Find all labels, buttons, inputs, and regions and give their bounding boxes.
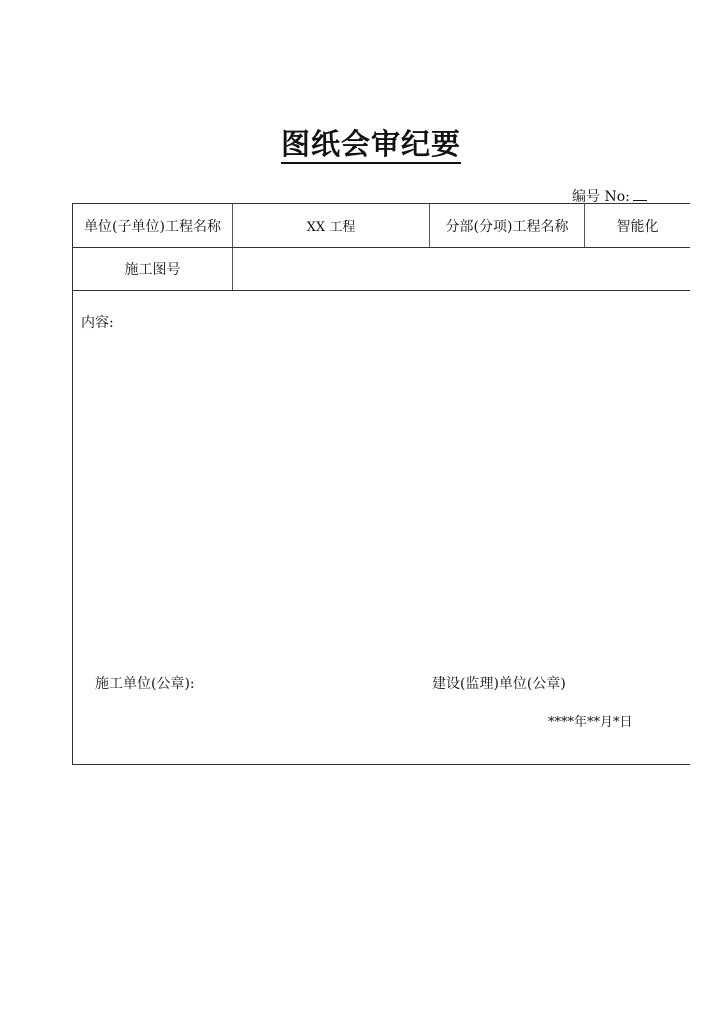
construction-unit-seal-label: 施工单位(公章): (95, 676, 195, 692)
content-label: 内容: (81, 315, 114, 331)
document-title (0, 122, 724, 163)
signature-date: ****年**月*日 (548, 715, 633, 730)
form-row-drawing-number (73, 248, 690, 291)
form-row-project-names (73, 204, 690, 248)
unit-project-value: XX 工程 (233, 204, 430, 247)
review-form-table (72, 203, 690, 765)
drawing-number-value (233, 248, 690, 290)
serial-number-label: 编号 No: (572, 189, 630, 205)
owner-supervision-unit-seal-label: 建设(监理)单位(公章) (432, 676, 566, 692)
drawing-number-label: 施工图号 (73, 248, 233, 290)
unit-project-label: 单位(子单位)工程名称 (73, 204, 233, 247)
sub-project-value: 智能化 (616, 218, 659, 235)
serial-number-blank (633, 187, 647, 201)
sub-project-label: 分部(分项)工程名称 (430, 204, 585, 247)
document-title-text: 图纸会审纪要 (281, 127, 461, 164)
